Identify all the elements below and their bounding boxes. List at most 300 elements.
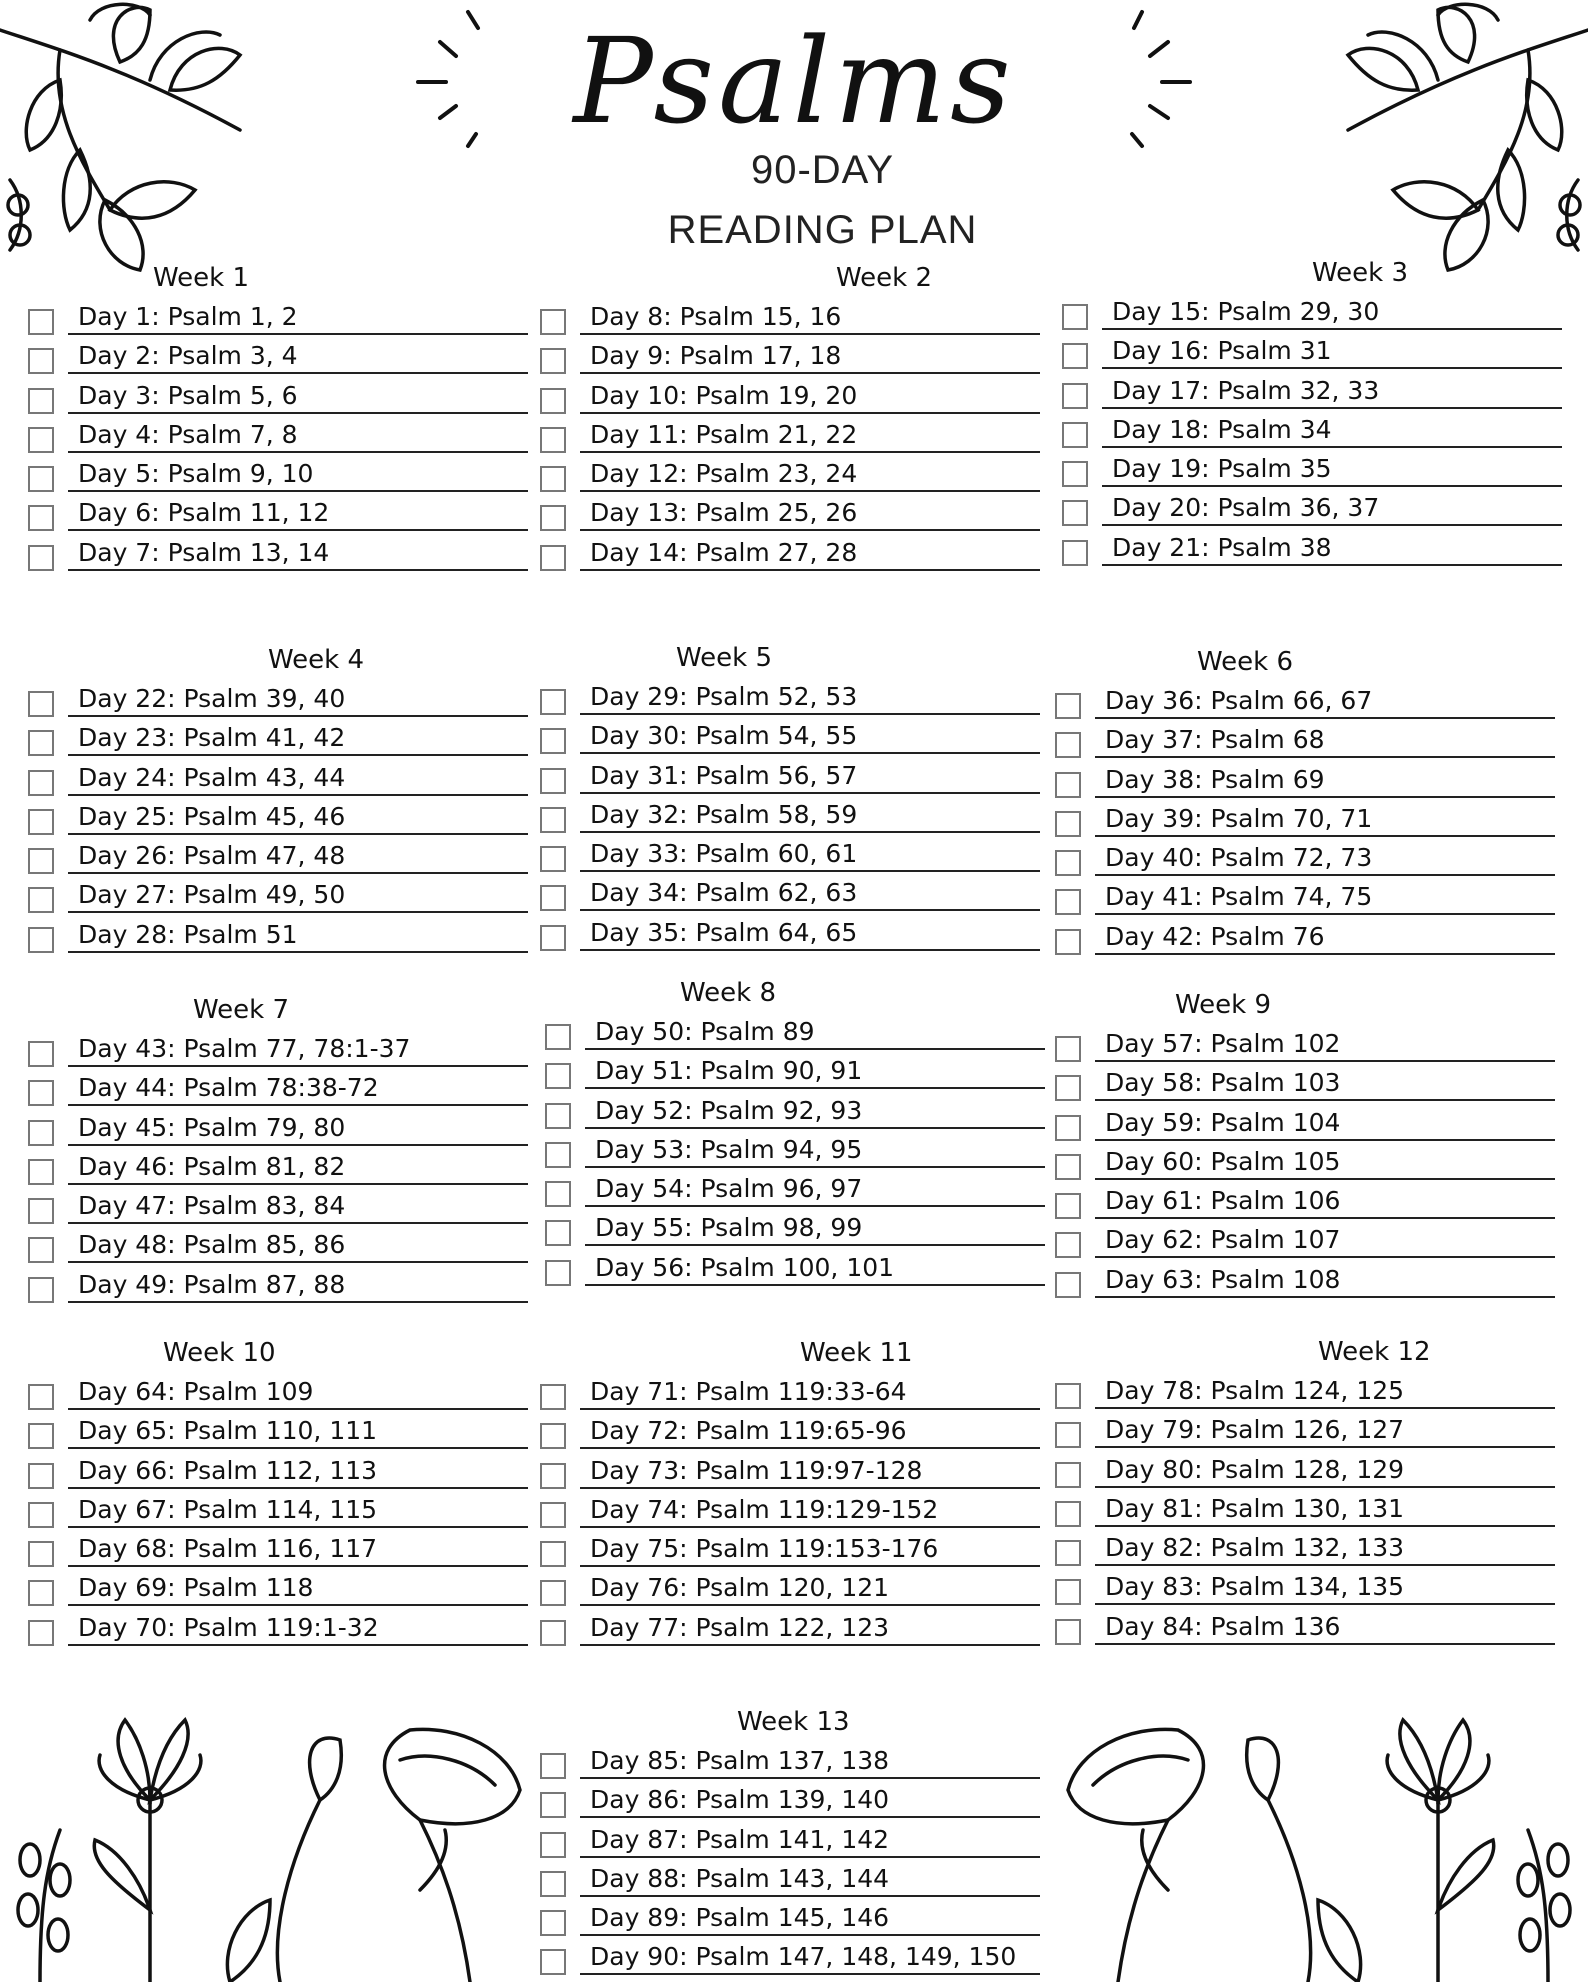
day-checkbox[interactable]: [1055, 1619, 1081, 1645]
day-row: [1055, 1414, 1555, 1453]
floral-bottom-left-icon: [0, 1710, 540, 1982]
day-checkbox[interactable]: [540, 1792, 566, 1818]
underline-rule: [1095, 1486, 1555, 1488]
day-row: [1062, 532, 1562, 571]
day-checkbox[interactable]: [28, 1463, 54, 1489]
underline-rule: [580, 949, 1040, 951]
day-checkbox[interactable]: [28, 730, 54, 756]
day-row: [540, 1612, 1040, 1651]
day-row: [1055, 1454, 1555, 1493]
day-checkbox[interactable]: [1055, 1462, 1081, 1488]
day-label: Day 84: Psalm 136: [1105, 1611, 1341, 1641]
day-checkbox[interactable]: [1062, 461, 1088, 487]
underline-rule: [580, 752, 1040, 754]
underline-rule: [1102, 524, 1562, 526]
underline-rule: [580, 372, 1040, 374]
day-label: Day 66: Psalm 112, 113: [78, 1455, 378, 1485]
day-row: [1055, 1375, 1555, 1414]
day-list: [28, 683, 528, 958]
day-row: [28, 380, 528, 419]
day-checkbox[interactable]: [28, 770, 54, 796]
day-row: [540, 419, 1040, 458]
day-label: Day 54: Psalm 96, 97: [595, 1174, 863, 1204]
page-title: Psalms: [573, 12, 1015, 150]
day-list: [545, 1016, 1045, 1291]
day-checkbox[interactable]: [1055, 1115, 1081, 1141]
day-checkbox[interactable]: [1062, 540, 1088, 566]
day-row: [540, 1494, 1040, 1533]
day-row: [540, 1533, 1040, 1572]
day-checkbox[interactable]: [1055, 1272, 1081, 1298]
day-row: [540, 1376, 1040, 1415]
day-label: Day 48: Psalm 85, 86: [78, 1230, 346, 1260]
underline-rule: [580, 1777, 1040, 1779]
day-row: [1055, 1532, 1555, 1571]
underline-rule: [68, 1644, 528, 1646]
day-label: Day 63: Psalm 108: [1105, 1264, 1341, 1294]
day-checkbox[interactable]: [28, 1384, 54, 1410]
day-checkbox[interactable]: [540, 728, 566, 754]
day-checkbox[interactable]: [1055, 693, 1081, 719]
day-label: Day 14: Psalm 27, 28: [590, 537, 858, 567]
underline-rule: [580, 831, 1040, 833]
day-label: Day 20: Psalm 36, 37: [1112, 493, 1380, 523]
day-checkbox[interactable]: [540, 1423, 566, 1449]
day-row: [28, 537, 528, 576]
day-label: Day 76: Psalm 120, 121: [590, 1573, 890, 1603]
day-row: [28, 1455, 528, 1494]
day-checkbox[interactable]: [1055, 772, 1081, 798]
day-label: Day 80: Psalm 128, 129: [1105, 1454, 1405, 1484]
underline-rule: [580, 792, 1040, 794]
day-row: [28, 301, 528, 340]
day-checkbox[interactable]: [28, 927, 54, 953]
day-label: Day 58: Psalm 103: [1105, 1068, 1341, 1098]
day-checkbox[interactable]: [1062, 383, 1088, 409]
underline-rule: [68, 872, 528, 874]
day-label: Day 53: Psalm 94, 95: [595, 1134, 863, 1164]
day-checkbox[interactable]: [1055, 1383, 1081, 1409]
day-checkbox[interactable]: [540, 427, 566, 453]
underline-rule: [68, 1526, 528, 1528]
underline-rule: [585, 1166, 1045, 1168]
day-checkbox[interactable]: [28, 1277, 54, 1303]
day-label: Day 39: Psalm 70, 71: [1105, 803, 1373, 833]
underline-rule: [580, 1934, 1040, 1936]
day-label: Day 51: Psalm 90, 91: [595, 1056, 863, 1086]
underline-rule: [1102, 328, 1562, 330]
underline-rule: [1095, 1060, 1555, 1062]
day-row: [1062, 453, 1562, 492]
day-row: [28, 762, 528, 801]
day-label: Day 65: Psalm 110, 111: [78, 1416, 378, 1446]
day-label: Day 43: Psalm 77, 78:1-37: [78, 1034, 411, 1063]
underline-rule: [1102, 564, 1562, 566]
underline-rule: [1095, 1564, 1555, 1566]
day-row: [540, 838, 1040, 877]
day-row: [540, 1572, 1040, 1611]
day-checkbox[interactable]: [540, 925, 566, 951]
day-label: Day 50: Psalm 89: [595, 1017, 815, 1046]
underline-rule: [68, 951, 528, 953]
day-row: [28, 840, 528, 879]
underline-rule: [580, 1816, 1040, 1818]
week-title: Week 8: [680, 978, 777, 1008]
day-checkbox[interactable]: [1055, 1540, 1081, 1566]
day-checkbox[interactable]: [28, 1120, 54, 1146]
day-row: [540, 877, 1040, 916]
day-row: [1055, 1264, 1555, 1303]
day-label: Day 46: Psalm 81, 82: [78, 1151, 346, 1181]
day-row: [28, 419, 528, 458]
day-checkbox[interactable]: [540, 1463, 566, 1489]
day-row: [28, 1269, 528, 1308]
day-checkbox[interactable]: [28, 1423, 54, 1449]
day-checkbox[interactable]: [1055, 1501, 1081, 1527]
day-row: [28, 1376, 528, 1415]
day-checkbox[interactable]: [28, 848, 54, 874]
day-row: [28, 1190, 528, 1229]
day-checkbox[interactable]: [540, 1580, 566, 1606]
day-row: [1055, 881, 1555, 920]
week-title: Week 5: [676, 643, 773, 673]
day-checkbox[interactable]: [28, 1502, 54, 1528]
underline-rule: [68, 715, 528, 717]
day-checkbox[interactable]: [1055, 811, 1081, 837]
day-label: Day 7: Psalm 13, 14: [78, 537, 330, 567]
day-row: [1055, 1067, 1555, 1106]
day-checkbox[interactable]: [540, 807, 566, 833]
underline-rule: [1095, 1525, 1555, 1527]
day-checkbox[interactable]: [28, 1620, 54, 1646]
underline-rule: [1095, 1603, 1555, 1605]
day-row: [545, 1134, 1045, 1173]
day-checkbox[interactable]: [540, 466, 566, 492]
day-row: [545, 1173, 1045, 1212]
underline-rule: [68, 1065, 528, 1067]
underline-rule: [68, 794, 528, 796]
day-label: Day 40: Psalm 72, 73: [1105, 843, 1373, 873]
day-checkbox[interactable]: [540, 545, 566, 571]
day-label: Day 28: Psalm 51: [78, 919, 298, 949]
day-checkbox[interactable]: [540, 1541, 566, 1567]
underline-rule: [68, 1565, 528, 1567]
day-checkbox[interactable]: [1062, 343, 1088, 369]
day-label: Day 44: Psalm 78:38-72: [78, 1073, 379, 1103]
underline-rule: [68, 1261, 528, 1263]
subtitle-reading-plan: READING PLAN: [667, 208, 978, 252]
day-label: Day 37: Psalm 68: [1105, 725, 1325, 755]
day-row: [1055, 1185, 1555, 1224]
underline-rule: [580, 490, 1040, 492]
underline-rule: [1095, 1643, 1555, 1645]
day-row: [540, 1745, 1040, 1784]
day-label: Day 6: Psalm 11, 12: [78, 498, 330, 528]
day-checkbox[interactable]: [1055, 1579, 1081, 1605]
day-checkbox[interactable]: [28, 348, 54, 374]
underline-rule: [68, 1301, 528, 1303]
underline-rule: [1095, 1178, 1555, 1180]
underline-rule: [1095, 1099, 1555, 1101]
day-checkbox[interactable]: [540, 689, 566, 715]
day-row: [1055, 1571, 1555, 1610]
day-checkbox[interactable]: [540, 846, 566, 872]
underline-rule: [68, 754, 528, 756]
underline-rule: [1095, 1446, 1555, 1448]
underline-rule: [1095, 1139, 1555, 1141]
day-checkbox[interactable]: [540, 1502, 566, 1528]
day-label: Day 1: Psalm 1, 2: [78, 302, 298, 331]
day-label: Day 87: Psalm 141, 142: [590, 1824, 890, 1854]
day-list: [540, 1745, 1040, 1981]
day-label: Day 68: Psalm 116, 117: [78, 1534, 378, 1564]
day-label: Day 52: Psalm 92, 93: [595, 1095, 863, 1125]
day-label: Day 41: Psalm 74, 75: [1105, 882, 1373, 912]
day-checkbox[interactable]: [1055, 1036, 1081, 1062]
day-label: Day 83: Psalm 134, 135: [1105, 1572, 1405, 1602]
underline-rule: [68, 569, 528, 571]
day-checkbox[interactable]: [1055, 929, 1081, 955]
underline-rule: [68, 1604, 528, 1606]
floral-corner-top-right-icon: [1308, 0, 1588, 280]
day-row: [540, 720, 1040, 759]
underline-rule: [580, 870, 1040, 872]
day-label: Day 24: Psalm 43, 44: [78, 762, 346, 792]
underline-rule: [1095, 756, 1555, 758]
day-row: [1055, 803, 1555, 842]
day-label: Day 21: Psalm 38: [1112, 532, 1332, 562]
underline-rule: [1102, 407, 1562, 409]
day-list: [28, 1376, 528, 1651]
day-label: Day 56: Psalm 100, 101: [595, 1252, 895, 1282]
underline-rule: [1102, 446, 1562, 448]
day-checkbox[interactable]: [540, 1384, 566, 1410]
underline-rule: [585, 1048, 1045, 1050]
day-label: Day 29: Psalm 52, 53: [590, 682, 858, 711]
day-label: Day 85: Psalm 137, 138: [590, 1746, 890, 1775]
day-checkbox[interactable]: [545, 1142, 571, 1168]
day-checkbox[interactable]: [28, 545, 54, 571]
day-checkbox[interactable]: [545, 1220, 571, 1246]
day-row: [28, 1533, 528, 1572]
day-label: Day 23: Psalm 41, 42: [78, 723, 346, 753]
day-list: [540, 1376, 1040, 1651]
day-label: Day 49: Psalm 87, 88: [78, 1269, 346, 1299]
underline-rule: [1095, 1217, 1555, 1219]
day-label: Day 38: Psalm 69: [1105, 764, 1325, 794]
day-label: Day 15: Psalm 29, 30: [1112, 297, 1380, 326]
day-label: Day 16: Psalm 31: [1112, 336, 1332, 366]
day-label: Day 57: Psalm 102: [1105, 1029, 1341, 1058]
day-row: [540, 799, 1040, 838]
day-checkbox[interactable]: [1062, 304, 1088, 330]
day-checkbox[interactable]: [1055, 1193, 1081, 1219]
day-label: Day 45: Psalm 79, 80: [78, 1112, 346, 1142]
day-label: Day 71: Psalm 119:33-64: [590, 1377, 907, 1406]
day-label: Day 26: Psalm 47, 48: [78, 841, 346, 871]
day-checkbox[interactable]: [1055, 889, 1081, 915]
day-row: [28, 340, 528, 379]
day-checkbox[interactable]: [28, 1041, 54, 1067]
underline-rule: [68, 1408, 528, 1410]
day-row: [540, 380, 1040, 419]
day-row: [1055, 724, 1555, 763]
day-list: [1055, 1028, 1555, 1303]
week-title: Week 4: [268, 645, 365, 675]
day-checkbox[interactable]: [540, 1871, 566, 1897]
day-checkbox[interactable]: [540, 309, 566, 335]
day-checkbox[interactable]: [545, 1024, 571, 1050]
day-row: [28, 879, 528, 918]
day-checkbox[interactable]: [545, 1103, 571, 1129]
day-checkbox[interactable]: [1055, 732, 1081, 758]
day-checkbox[interactable]: [28, 1237, 54, 1263]
underline-rule: [580, 1487, 1040, 1489]
day-row: [28, 683, 528, 722]
underline-rule: [580, 1644, 1040, 1646]
underline-rule: [68, 412, 528, 414]
day-label: Day 64: Psalm 109: [78, 1377, 314, 1406]
day-row: [540, 497, 1040, 536]
day-label: Day 2: Psalm 3, 4: [78, 341, 298, 371]
underline-rule: [585, 1087, 1045, 1089]
day-label: Day 70: Psalm 119:1-32: [78, 1612, 379, 1642]
day-checkbox[interactable]: [28, 388, 54, 414]
underline-rule: [580, 713, 1040, 715]
day-checkbox[interactable]: [540, 885, 566, 911]
day-label: Day 33: Psalm 60, 61: [590, 839, 858, 869]
underline-rule: [580, 333, 1040, 335]
day-row: [28, 1072, 528, 1111]
day-checkbox[interactable]: [1055, 1232, 1081, 1258]
day-checkbox[interactable]: [540, 1620, 566, 1646]
day-checkbox[interactable]: [540, 768, 566, 794]
day-checkbox[interactable]: [540, 388, 566, 414]
day-label: Day 25: Psalm 45, 46: [78, 801, 346, 831]
underline-rule: [585, 1284, 1045, 1286]
day-checkbox[interactable]: [28, 809, 54, 835]
day-row: [28, 1151, 528, 1190]
day-label: Day 8: Psalm 15, 16: [590, 302, 842, 331]
underline-rule: [1095, 874, 1555, 876]
day-checkbox[interactable]: [1062, 500, 1088, 526]
day-row: [540, 458, 1040, 497]
day-checkbox[interactable]: [28, 1159, 54, 1185]
day-checkbox[interactable]: [28, 466, 54, 492]
day-checkbox[interactable]: [28, 887, 54, 913]
week-title: Week 10: [163, 1338, 276, 1368]
day-checkbox[interactable]: [28, 1198, 54, 1224]
week-title: Week 7: [193, 995, 290, 1025]
week-title: Week 9: [1175, 990, 1272, 1020]
underline-rule: [580, 1565, 1040, 1567]
day-label: Day 30: Psalm 54, 55: [590, 721, 858, 751]
floral-bottom-right-icon: [1048, 1710, 1588, 1982]
day-checkbox[interactable]: [545, 1260, 571, 1286]
underline-rule: [580, 1447, 1040, 1449]
day-checkbox[interactable]: [28, 1080, 54, 1106]
day-label: Day 42: Psalm 76: [1105, 921, 1325, 951]
week-title: Week 13: [737, 1707, 850, 1737]
day-checkbox[interactable]: [1062, 422, 1088, 448]
day-row: [28, 1572, 528, 1611]
day-list: [28, 1033, 528, 1308]
day-label: Day 36: Psalm 66, 67: [1105, 686, 1373, 715]
day-checkbox[interactable]: [540, 1910, 566, 1936]
day-row: [1062, 492, 1562, 531]
day-label: Day 77: Psalm 122, 123: [590, 1612, 890, 1642]
day-row: [28, 722, 528, 761]
day-list: [1055, 1375, 1555, 1650]
day-label: Day 89: Psalm 145, 146: [590, 1903, 890, 1933]
underline-rule: [1102, 485, 1562, 487]
day-row: [540, 760, 1040, 799]
day-row: [540, 681, 1040, 720]
day-label: Day 19: Psalm 35: [1112, 454, 1332, 484]
day-checkbox[interactable]: [28, 427, 54, 453]
underline-rule: [580, 1856, 1040, 1858]
day-checkbox[interactable]: [28, 691, 54, 717]
underline-rule: [68, 490, 528, 492]
day-checkbox[interactable]: [540, 348, 566, 374]
day-label: Day 27: Psalm 49, 50: [78, 880, 346, 910]
day-checkbox[interactable]: [28, 309, 54, 335]
day-row: [1062, 296, 1562, 335]
day-label: Day 12: Psalm 23, 24: [590, 459, 858, 489]
underline-rule: [68, 833, 528, 835]
day-row: [1055, 685, 1555, 724]
day-checkbox[interactable]: [545, 1063, 571, 1089]
day-checkbox[interactable]: [540, 1832, 566, 1858]
day-checkbox[interactable]: [1055, 850, 1081, 876]
day-label: Day 73: Psalm 119:97-128: [590, 1455, 923, 1485]
day-checkbox[interactable]: [28, 505, 54, 531]
day-row: [540, 1824, 1040, 1863]
day-checkbox[interactable]: [1055, 1422, 1081, 1448]
underline-rule: [580, 1604, 1040, 1606]
underline-rule: [580, 1973, 1040, 1975]
day-checkbox[interactable]: [540, 1753, 566, 1779]
day-row: [545, 1095, 1045, 1134]
day-checkbox[interactable]: [545, 1181, 571, 1207]
week-title: Week 1: [153, 263, 250, 293]
day-label: Day 72: Psalm 119:65-96: [590, 1416, 907, 1446]
underline-rule: [580, 569, 1040, 571]
underline-rule: [1095, 717, 1555, 719]
week-title: Week 12: [1318, 1337, 1431, 1367]
underline-rule: [68, 1487, 528, 1489]
day-checkbox[interactable]: [540, 1949, 566, 1975]
day-row: [1055, 1107, 1555, 1146]
day-list: [540, 301, 1040, 576]
day-row: [1055, 1146, 1555, 1185]
day-checkbox[interactable]: [28, 1541, 54, 1567]
day-label: Day 59: Psalm 104: [1105, 1107, 1341, 1137]
day-label: Day 10: Psalm 19, 20: [590, 380, 858, 410]
day-checkbox[interactable]: [540, 505, 566, 531]
underline-rule: [1095, 953, 1555, 955]
underline-rule: [68, 372, 528, 374]
day-checkbox[interactable]: [1055, 1075, 1081, 1101]
day-checkbox[interactable]: [28, 1580, 54, 1606]
day-label: Day 86: Psalm 139, 140: [590, 1785, 890, 1815]
underline-rule: [580, 529, 1040, 531]
day-row: [1055, 764, 1555, 803]
day-checkbox[interactable]: [1055, 1154, 1081, 1180]
day-row: [28, 1112, 528, 1151]
day-label: Day 79: Psalm 126, 127: [1105, 1415, 1405, 1445]
day-row: [545, 1055, 1045, 1094]
